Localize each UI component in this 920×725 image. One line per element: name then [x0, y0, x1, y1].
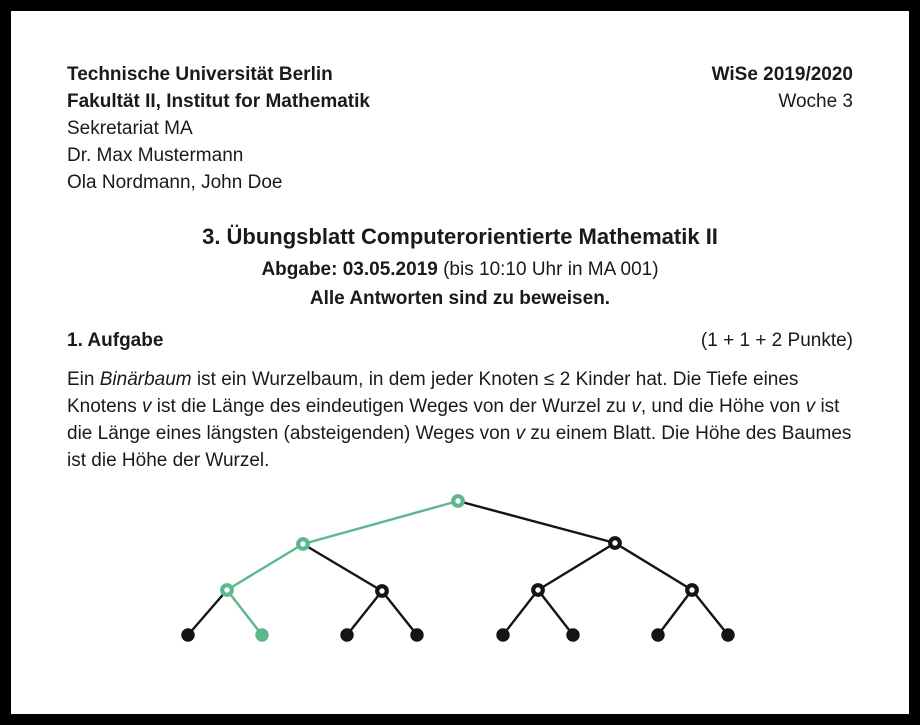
tree-node-leaf	[255, 628, 268, 641]
paragraph-text: , und die Höhe von	[640, 396, 806, 417]
var-v: v	[515, 423, 526, 444]
paragraph-text: zu einem Blatt. Die Höhe des Baumes ist die Höhe der Wurzel.	[67, 423, 852, 471]
header-left-block	[67, 61, 370, 196]
tree-node-open	[298, 539, 308, 549]
tree-node-leaf	[410, 628, 423, 641]
tree-edge	[538, 590, 573, 635]
tree-node-open	[687, 585, 697, 595]
task-heading-row	[67, 327, 853, 354]
var-v: v	[631, 396, 641, 417]
document-header	[67, 61, 853, 196]
submission-details: (bis 10:10 Uhr in MA 001)	[437, 259, 659, 280]
tree-edge	[347, 591, 382, 635]
tree-edge	[538, 543, 615, 590]
assistants-line: Ola Nordmann, John Doe	[67, 172, 283, 193]
tree-edge	[227, 544, 303, 590]
lecturer-line: Dr. Max Mustermann	[67, 145, 244, 166]
paragraph-text: ist ein Wurzelbaum, in dem jeder Knoten ≤ 2 Kinder hat. Die Tiefe eines Knotens	[67, 369, 799, 417]
secretariat-line: Sekretariat MA	[67, 118, 193, 139]
tree-node-open	[533, 585, 543, 595]
tree-node-leaf	[721, 628, 734, 641]
tree-edge	[382, 591, 417, 635]
tree-edge	[227, 590, 262, 635]
faculty-name: Fakultät II, Institut for Mathematik	[67, 91, 370, 112]
binary-tree-figure	[11, 474, 909, 659]
tree-edge	[303, 501, 458, 544]
tree-edge	[615, 543, 692, 590]
term-binaerbaum: Binärbaum	[99, 369, 192, 390]
semester-line: WiSe 2019/2020	[711, 64, 853, 85]
tree-node-leaf	[340, 628, 353, 641]
tree-edge	[503, 590, 538, 635]
tree-edge	[658, 590, 692, 635]
tree-node-leaf	[651, 628, 664, 641]
header-right-block	[712, 61, 853, 115]
paragraph-text: ist die Länge eines längsten (absteigenden) Weges von	[67, 396, 840, 444]
tree-node-leaf	[496, 628, 509, 641]
tree-node-open	[453, 496, 463, 506]
var-v: v	[805, 396, 816, 417]
tree-node-open	[377, 586, 387, 596]
task-paragraph	[67, 366, 853, 474]
tree-edge	[303, 544, 382, 591]
task-label: 1. Aufgabe	[67, 330, 164, 351]
proof-note: Alle Antworten sind zu beweisen.	[309, 288, 611, 309]
tree-edge	[458, 501, 615, 543]
sheet-title: 3. Übungsblatt Computerorientierte Mathematik II	[202, 224, 718, 249]
tree-edge	[188, 590, 227, 635]
exercise-sheet-page	[11, 11, 909, 714]
tree-node-leaf	[566, 628, 579, 641]
task-points: (1 + 1 + 2 Punkte)	[700, 330, 853, 351]
week-line: Woche 3	[778, 91, 853, 112]
paragraph-text: ist die Länge des eindeutigen Weges von der Wurzel zu	[151, 396, 632, 417]
tree-edge	[692, 590, 728, 635]
tree-node-open	[222, 585, 232, 595]
title-block	[67, 222, 853, 313]
paragraph-text: Ein	[67, 369, 100, 390]
submission-line	[67, 255, 853, 284]
university-name: Technische Universität Berlin	[67, 64, 333, 85]
var-v: v	[142, 396, 152, 417]
submission-deadline: Abgabe: 03.05.2019	[261, 259, 438, 280]
tree-node-leaf	[181, 628, 194, 641]
tree-node-open	[610, 538, 620, 548]
